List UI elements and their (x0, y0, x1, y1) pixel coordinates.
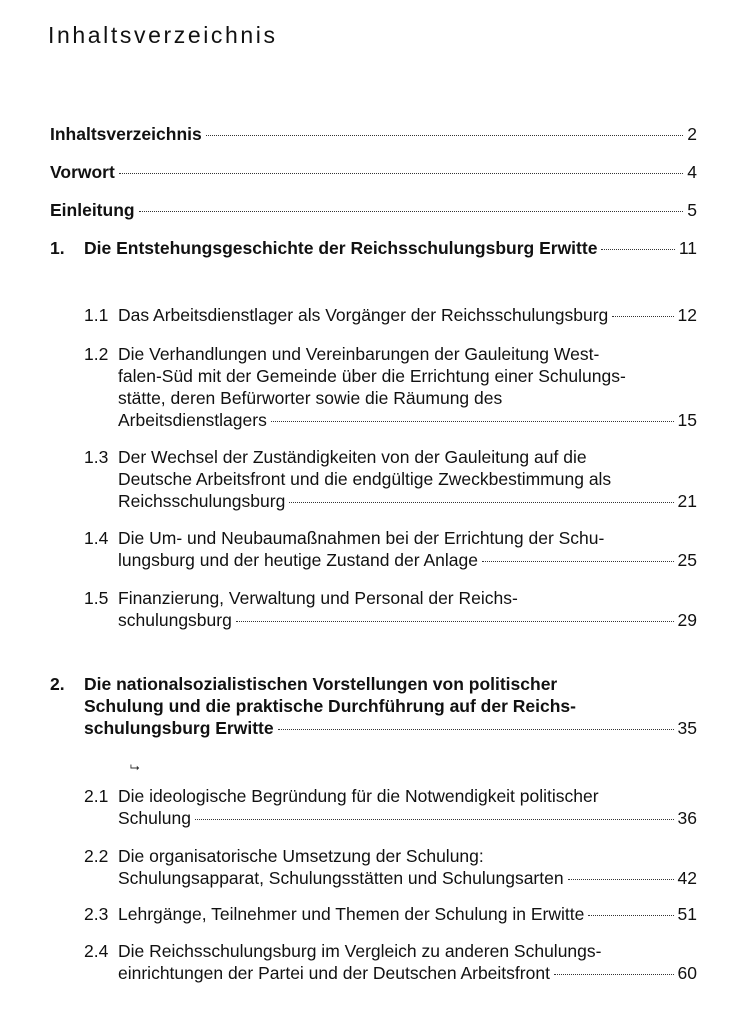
toc-entry-text: einrichtungen der Partei und der Deutschen Arbeitsfront (118, 963, 550, 983)
toc-entry-text: Schulungsapparat, Schulungsstätten und Schulungsarten (118, 868, 564, 888)
page-title: Inhaltsverzeichnis (48, 22, 278, 48)
toc-entry-2-3[interactable] (118, 903, 697, 925)
toc-section-number: 2. (50, 674, 65, 694)
toc-entry-text: schulungsburg Erwitte (84, 718, 274, 738)
toc-entry-text: Arbeitsdienstlagers (118, 410, 267, 430)
toc-section-number: 1.5 (84, 588, 109, 608)
toc-entry-1-5[interactable] (118, 587, 697, 631)
toc-entry-text: Einleitung (50, 200, 135, 220)
dot-leader (236, 621, 674, 622)
dot-leader (554, 974, 674, 975)
dot-leader (482, 561, 674, 562)
dot-leader (289, 502, 673, 503)
toc-page-number: 36 (677, 808, 697, 828)
toc-entry-text: lungsburg und der heutige Zustand der Anlage (118, 550, 478, 570)
toc-section-number: 1.1 (84, 305, 109, 325)
toc-entry-text: Die Verhandlungen und Vereinbarungen der Gauleitung West- (118, 344, 600, 364)
toc-entry-1-4[interactable] (118, 527, 697, 571)
toc-entry-text: Finanzierung, Verwaltung und Personal der Reichs- (118, 588, 518, 608)
toc-entry-1-3[interactable] (118, 446, 697, 512)
toc-page-number: 35 (677, 718, 697, 738)
toc-entry-text: Vorwort (50, 162, 115, 182)
dot-leader (119, 173, 683, 174)
toc-section-number: 2.3 (84, 904, 109, 924)
toc-page-number: 29 (677, 610, 697, 630)
toc-page-number: 11 (678, 238, 697, 258)
dot-leader (278, 729, 674, 730)
dot-leader (601, 249, 674, 250)
toc-page-number: 2 (687, 124, 697, 144)
dot-leader (568, 879, 674, 880)
toc-entry-2-1[interactable] (118, 785, 697, 829)
toc-entry-text: Die Um- und Neubaumaßnahmen bei der Errichtung der Schu- (118, 528, 605, 548)
toc-section-number: 1.4 (84, 528, 109, 548)
toc-section-number: 1.3 (84, 447, 109, 467)
toc-entry-text: Reichsschulungsburg (118, 491, 286, 511)
toc-page-number: 60 (677, 963, 697, 983)
toc-page-number: 5 (687, 200, 697, 220)
toc-entry-text: Die nationalsozialistischen Vorstellungen von politischer (84, 674, 558, 694)
toc-entry-text: schulungsburg (118, 610, 232, 630)
toc-entry-1-1[interactable] (118, 304, 697, 326)
toc-page-number: 42 (677, 868, 697, 888)
toc-entry-text: Lehrgänge, Teilnehmer und Themen der Schulung in Erwitte (118, 904, 585, 924)
toc-section-number: 1. (50, 238, 65, 258)
dot-leader (271, 421, 674, 422)
toc-page-number: 25 (677, 550, 697, 570)
toc-entry-2-4[interactable] (118, 940, 697, 984)
toc-entry-text: Die ideologische Begründung für die Notwendigkeit politischer (118, 786, 599, 806)
toc-entry-text: Der Wechsel der Zuständigkeiten von der Gauleitung auf die (118, 447, 587, 467)
toc-entry-1-2[interactable] (118, 343, 697, 431)
toc-entry-inhaltsverzeichnis[interactable] (50, 123, 697, 145)
scan-mark: ⮡ (130, 760, 140, 774)
toc-section-number: 2.2 (84, 846, 109, 866)
toc-page-number: 4 (687, 162, 697, 182)
toc-entry-text: Inhaltsverzeichnis (50, 124, 202, 144)
toc-entry-einleitung[interactable] (50, 199, 697, 221)
toc-page-number: 12 (677, 305, 697, 325)
toc-entry-text: Die Entstehungsgeschichte der Reichsschulungsburg Erwitte (84, 238, 598, 258)
toc-page-number: 51 (677, 904, 697, 924)
toc-entry-text: Die Reichsschulungsburg im Vergleich zu anderen Schulungs- (118, 941, 602, 961)
toc-entry-text: Schulung und die praktische Durchführung auf der Reichs- (84, 696, 576, 716)
dot-leader (612, 316, 673, 317)
toc-section-number: 2.4 (84, 941, 109, 961)
toc-section-number: 1.2 (84, 344, 109, 364)
dot-leader (588, 915, 673, 916)
toc-entry-text: Deutsche Arbeitsfront und die endgültige Zweckbestimmung als (118, 469, 612, 489)
toc-entry-chapter-2[interactable] (84, 673, 697, 739)
toc-entry-vorwort[interactable] (50, 161, 697, 183)
toc-entry-text: Das Arbeitsdienstlager als Vorgänger der Reichsschulungsburg (118, 305, 609, 325)
toc-section-number: 2.1 (84, 786, 109, 806)
toc-entry-2-2[interactable] (118, 845, 697, 889)
toc-page-number: 21 (677, 491, 697, 511)
toc-entry-text: falen-Süd mit der Gemeinde über die Errichtung einer Schulungs- (118, 366, 626, 386)
toc-entry-chapter-1[interactable] (84, 237, 697, 259)
dot-leader (195, 819, 674, 820)
toc-entry-text: stätte, deren Befürworter sowie die Räumung des (118, 388, 503, 408)
dot-leader (139, 211, 684, 212)
toc-entry-text: Schulung (118, 808, 191, 828)
toc-entry-text: Die organisatorische Umsetzung der Schulung: (118, 846, 484, 866)
dot-leader (206, 135, 684, 136)
toc-page-number: 15 (677, 410, 697, 430)
